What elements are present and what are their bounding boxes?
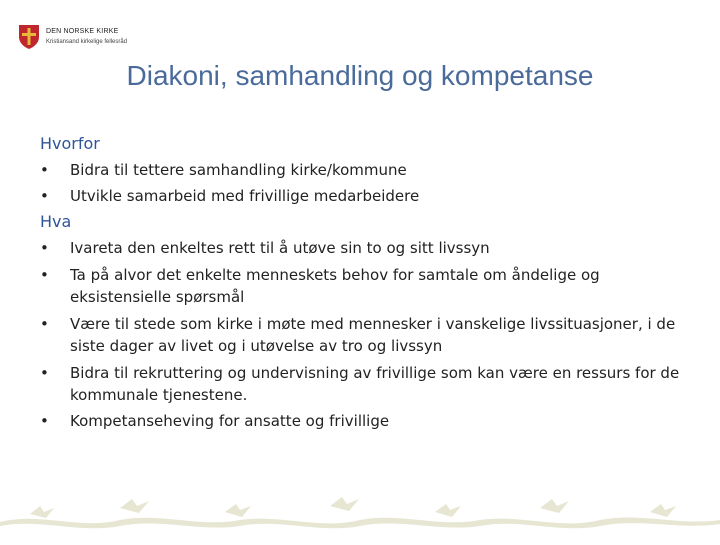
bullet-icon: • — [40, 187, 49, 205]
section-heading-hvorfor: Hvorfor — [40, 134, 100, 153]
list-item — [40, 264, 680, 308]
dove-pattern-icon — [0, 490, 720, 540]
list-item — [40, 186, 680, 207]
hva-list — [40, 238, 680, 432]
slide-title: Diakoni, samhandling og kompetanse — [126, 60, 594, 91]
list-item — [40, 238, 680, 259]
list-item-text: Bidra til rekruttering og undervisning av frivillige som kan være en ressurs for de kommunale tjenestene. — [70, 364, 680, 404]
org-subtitle: Kristiansand kirkelige fellesråd — [46, 38, 128, 45]
list-item-text: Ivareta den enkeltes rett til å utøve sin to og sitt livssyn — [70, 239, 490, 257]
bullet-icon: • — [40, 239, 49, 257]
bullet-icon: • — [40, 266, 49, 284]
decorative-birds-footer — [0, 490, 720, 540]
list-item-text: Ta på alvor det enkelte menneskets behov for samtale om åndelige og eksistensielle spørsmål — [70, 266, 600, 306]
list-item — [40, 411, 680, 432]
section-heading-hva: Hva — [40, 212, 72, 231]
list-item-text: Utvikle samarbeid med frivillige medarbeidere — [70, 187, 420, 205]
list-item — [40, 313, 680, 357]
list-item-text: Bidra til tettere samhandling kirke/kommune — [70, 161, 407, 179]
list-item-text: Være til stede som kirke i møte med mennesker i vanskelige livssituasjoner, i de siste dager av livet og i utøvelse av tro og livssyn — [70, 315, 676, 355]
bullet-icon: • — [40, 315, 49, 333]
hvorfor-list — [40, 160, 680, 207]
list-item — [40, 160, 680, 181]
church-logo — [18, 24, 127, 50]
bullet-icon: • — [40, 364, 49, 382]
list-item — [40, 362, 680, 406]
bullet-icon: • — [40, 412, 49, 430]
org-name: DEN NORSKE KIRKE — [46, 28, 119, 35]
church-shield-icon — [18, 24, 40, 50]
list-item-text: Kompetanseheving for ansatte og frivillige — [70, 412, 390, 430]
slide-content — [40, 134, 680, 437]
bullet-icon: • — [40, 161, 49, 179]
